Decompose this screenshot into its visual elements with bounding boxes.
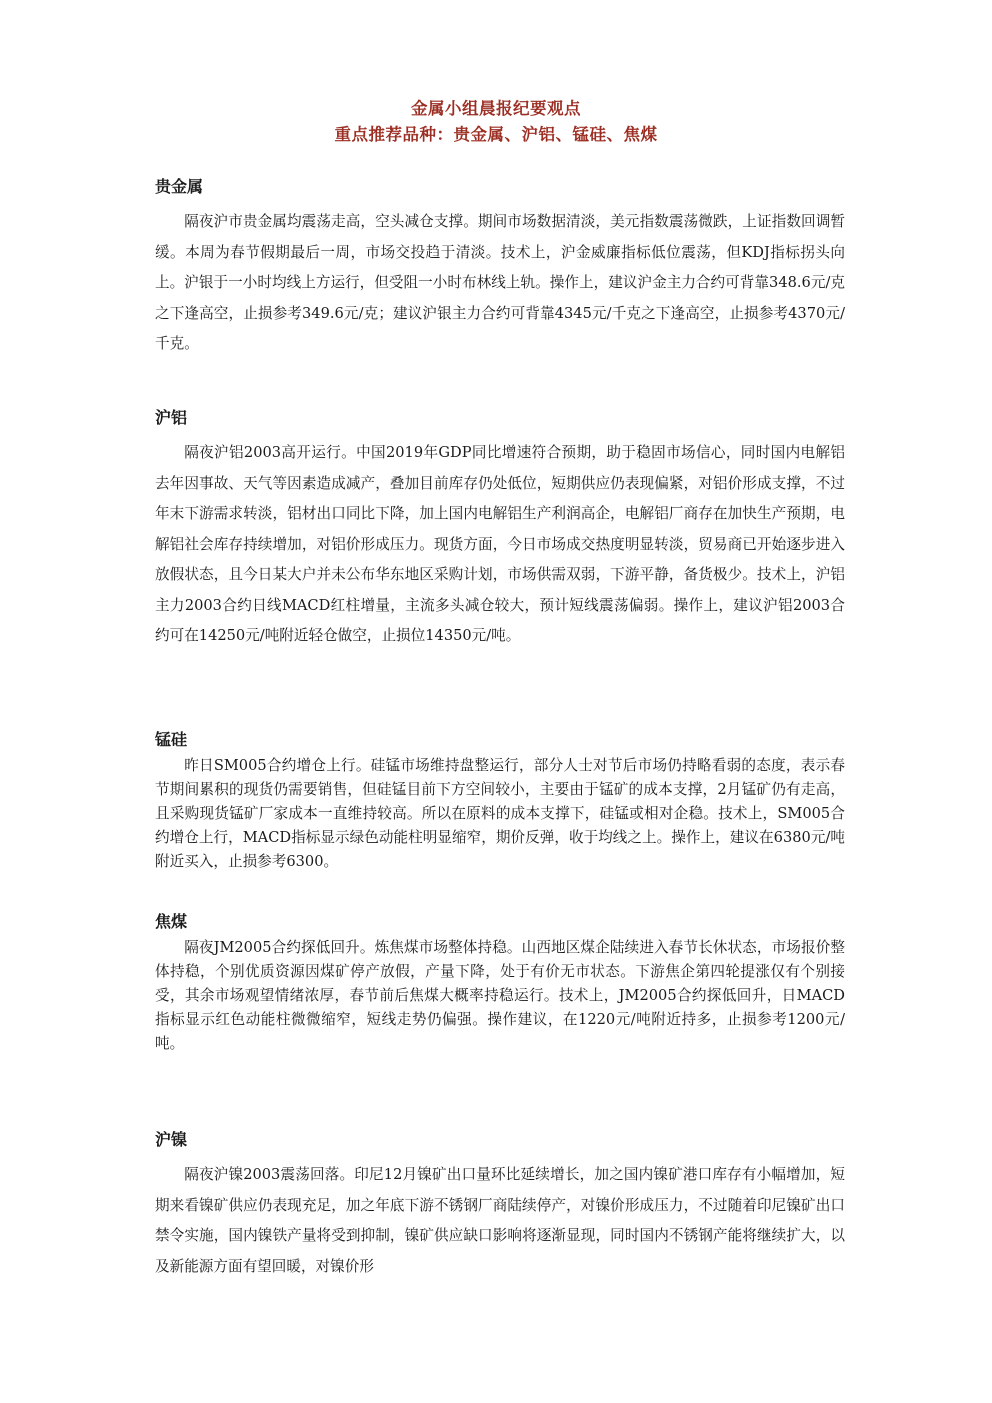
section-heading: 锰硅 bbox=[155, 730, 188, 749]
section-heading: 沪镍 bbox=[155, 1130, 188, 1149]
section-body: 隔夜JM2005合约探低回升。炼焦煤市场整体持稳。山西地区煤企陆续进入春节长休状态，市场报价整体持稳，个别优质资源因煤矿停产放假，产量下降，处于有价无市状态。下游焦企第四轮提涨仅有个别接受，其余市场观望情绪浓厚，春节前后焦煤大概率持稳运行。技术上，JM2005合约探低回升，日MACD指标显示红色动能柱微微缩窄，短线走势仍偏强。操作建议，在1220元/吨附近持多，止损参考1200元/吨。 bbox=[155, 939, 845, 1052]
section-body: 隔夜沪铝2003高开运行。中国2019年GDP同比增速符合预期，助于稳固市场信心，同时国内电解铝去年因事故、天气等因素造成减产，叠加目前库存仍处低位，短期供应仍表现偏紧，对铝价形成支撑，不过年末下游需求转淡，铝材出口同比下降，加上国内电解铝生产利润高企，电解铝厂商存在加快生产预期，电解铝社会库存持续增加，对铝价形成压力。现货方面，今日市场成交热度明显转淡，贸易商已开始逐步进入放假状态，且今日某大户并未公布华东地区采购计划，市场供需双弱，下游平静，备货极少。技术上，沪铝主力2003合约日线MACD红柱增量，主流多头减仓较大，预计短线震荡偏弱。操作上，建议沪铝2003合约可在14250元/吨附近轻仓做空，止损位14350元/吨。 bbox=[155, 444, 845, 644]
section-heading: 贵金属 bbox=[155, 177, 204, 196]
section-heading: 焦煤 bbox=[155, 912, 188, 931]
section-precious-metals bbox=[155, 177, 845, 360]
title-block bbox=[0, 96, 992, 148]
section-heading: 沪铝 bbox=[155, 408, 188, 427]
section-body: 隔夜沪市贵金属均震荡走高，空头减仓支撑。期间市场数据清淡，美元指数震荡微跌，上证指数回调暂缓。本周为春节假期最后一周，市场交投趋于清淡。技术上，沪金威廉指标低位震荡，但KDJ指标拐头向上。沪银于一小时均线上方运行，但受阻一小时布林线上轨。操作上，建议沪金主力合约可背靠348.6元/克之下逢高空，止损参考349.6元/克；建议沪银主力合约可背靠4345元/千克之下逢高空，止损参考4370元/千克。 bbox=[155, 213, 845, 352]
section-nickel bbox=[155, 1130, 845, 1282]
section-body: 昨日SM005合约增仓上行。硅锰市场维持盘整运行，部分人士对节后市场仍持略看弱的态度，表示春节期间累积的现货仍需要销售，但硅锰目前下方空间较小，主要由于锰矿的成本支撑，2月锰矿仍有走高，且采购现货锰矿厂家成本一直维持较高。所以在原料的成本支撑下，硅锰或相对企稳。技术上，SM005合约增仓上行，MACD指标显示绿色动能柱明显缩窄，期价反弹，收于均线之上。操作上，建议在6380元/吨附近买入，止损参考6300。 bbox=[155, 757, 845, 870]
section-aluminum bbox=[155, 408, 845, 652]
report-title: 金属小组晨报纪要观点 bbox=[411, 99, 581, 118]
section-body: 隔夜沪镍2003震荡回落。印尼12月镍矿出口量环比延续增长，加之国内镍矿港口库存有小幅增加，短期来看镍矿供应仍表现充足，加之年底下游不锈钢厂商陆续停产，对镍价形成压力，不过随着印尼镍矿出口禁令实施，国内镍铁产量将受到抑制，镍矿供应缺口影响将逐渐显现，同时国内不锈钢产能将继续扩大，以及新能源方面有望回暖，对镍价形 bbox=[155, 1166, 845, 1275]
report-subtitle: 重点推荐品种：贵金属、沪铝、锰硅、焦煤 bbox=[334, 125, 658, 144]
section-silicomanganese bbox=[155, 730, 845, 874]
section-coking-coal bbox=[155, 912, 845, 1056]
